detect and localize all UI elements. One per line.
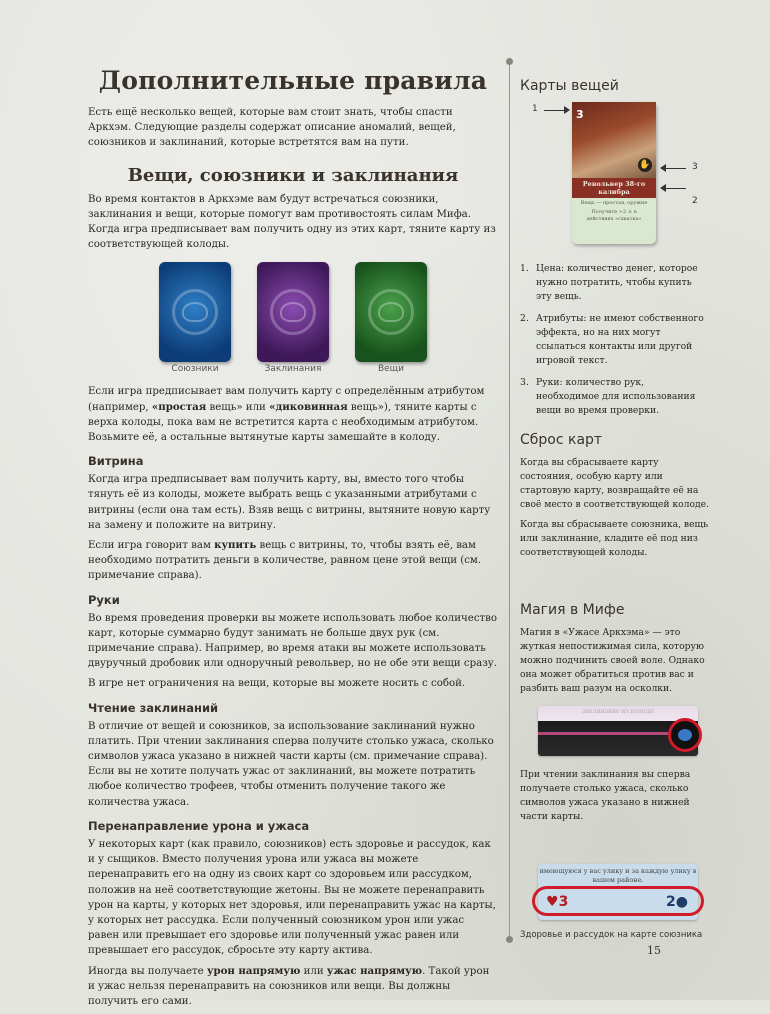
deck-label-allies: Союзники bbox=[171, 364, 219, 375]
ally-caption: Здоровье и рассудок на карте союзника bbox=[520, 930, 703, 940]
ally-health: ♥3 bbox=[546, 894, 569, 910]
section-title-items-allies-spells: Вещи, союзники и заклинания bbox=[127, 164, 459, 186]
callout-1-arrow-icon bbox=[564, 106, 570, 114]
item-card bbox=[572, 102, 656, 244]
section1-paragraph-1: Во время контактов в Аркхэме вам будут встречаться союзники, заклинания и вещи, которые помогут вам противостоять силам Мифа. Когда игра предписывает вам получить одну из этих карт, тяните карту из соответствующей колоды. bbox=[88, 193, 496, 251]
list-item: 2. Атрибуты: не имеют собственного эффекта, но на них могут ссылаться контакты или другой игровой текст. bbox=[520, 313, 704, 366]
hands-paragraph-1: Во время проведения проверки вы можете использовать любое количество карт, которые суммарно будут занимать не больше двух рук (см. примечание справа). Например, во время атаки вы можете использовать двуручный дробовик или одноручный револьвер, но не обе эти вещи сразу. bbox=[88, 612, 498, 670]
page-number: 15 bbox=[647, 944, 661, 957]
divider-dot-top bbox=[506, 58, 513, 65]
column-divider bbox=[509, 62, 510, 942]
item-card-traits: Вещь — простая, оружие bbox=[580, 200, 648, 206]
spell-card-excerpt bbox=[538, 706, 698, 756]
vitrina-paragraph-1: Когда игра предписывает вам получить карту, вы, вместо того чтобы тянуть её из колоды, можете выбрать вещь с указанными атрибутами с витрины (если она там есть). Взяв вещь с витрины, вытяните новую карту на замену и положите на витрину. bbox=[88, 474, 491, 531]
items-emblem-icon bbox=[368, 289, 414, 335]
page-title: Дополнительные правила bbox=[98, 66, 488, 95]
item-card-legend bbox=[520, 262, 710, 418]
callout-2-line bbox=[666, 188, 686, 189]
allies-deck-card bbox=[159, 262, 231, 362]
section1-paragraph-2: Если игра предписывает вам получить карту с определённым атрибутом (например, «простая вещь» или «диковинная вещь»), тяните карты с верха колоды, пока вам не встретится карта с необходимым атрибутом. Возьмите её, а остальные вытянутые карты замешайте в колоду. bbox=[88, 386, 485, 444]
callout-1: 1 bbox=[532, 104, 538, 114]
allies-emblem-icon bbox=[172, 289, 218, 335]
ally-card-excerpt bbox=[538, 864, 698, 920]
deck-label-spells: Заклинания bbox=[264, 364, 322, 375]
discard-paragraph-1: Когда вы сбрасываете карту состояния, особую карту или стартовую карту, возвращайте её на своё место в соответствующей колоде. bbox=[520, 457, 710, 510]
spell-strip-band bbox=[538, 732, 668, 735]
hands-paragraph-2: В игре нет ограничения на вещи, которые вы можете носить с собой. bbox=[88, 678, 466, 690]
item-cost: 3 bbox=[576, 108, 584, 121]
deck-cards-row bbox=[88, 262, 498, 362]
spells-deck-card bbox=[257, 262, 329, 362]
deck-labels bbox=[88, 364, 498, 374]
horror-icon bbox=[678, 729, 692, 741]
discard-paragraph-2: Когда вы сбрасываете союзника, вещь или заклинание, кладите её под низ соответствующей колоды. bbox=[520, 519, 709, 558]
item-card-name: Револьвер 38-го калибра bbox=[572, 178, 656, 198]
callout-1-line bbox=[544, 110, 566, 111]
subheading-vitrina: Витрина bbox=[88, 454, 144, 469]
deck-label-items: Вещи bbox=[377, 364, 405, 375]
magic-paragraph: Магия в «Ужасе Аркхэма» — это жуткая непостижимая сила, которую можно подчинить своей воле. Однако она может обратиться против вас и разбить ваш разум на осколки. bbox=[520, 627, 705, 694]
spells-paragraph-1: В отличие от вещей и союзников, за использование заклинаний нужно платить. При чтении заклинания сперва получите столько ужаса, сколько символов ужаса указано в нижней части карты (см. примечание справа). Если вы не хотите получать ужас от заклинаний, вы можете потратить любое количество трофеев, чтобы отменить получение такого же количества ужаса. bbox=[88, 720, 494, 808]
callout-2: 2 bbox=[692, 196, 698, 206]
vitrina-paragraph-2: Если игра говорит вам купить вещь с витрины, то, чтобы взять её, вам необходимо потратить деньги в количестве, равном цене этой вещи (см. примечание справа). bbox=[88, 539, 482, 582]
redirect-paragraph-2: Иногда вы получаете урон напрямую или ужас напрямую. Такой урон и ужас нельзя перенаправить на союзников или вещи. Вы должны получить его сами. bbox=[88, 964, 490, 1007]
intro-paragraph: Есть ещё несколько вещей, которые вам стоит знать, чтобы спасти Аркхэм. Следующие разделы содержат описание аномалий, вещей, союзников и заклинаний, которые встретятся вам на пути. bbox=[88, 107, 456, 149]
divider-dot-bottom bbox=[506, 936, 513, 943]
health-icon: ♥ bbox=[546, 894, 559, 910]
sidebar-title-item-cards: Карты вещей bbox=[520, 78, 619, 94]
redirect-paragraph-1: У некоторых карт (как правило, союзников) есть здоровье и рассудок, как и у сыщиков. Вместо получения урона или ужаса вы можете перенаправить его на одну из своих карт со здоровьем или рассудком, положив на неё соответствующие жетоны. Вы не можете перенаправить урон на карты, у которых нет здоровья, или перенаправить ужас на карты, у которых нет рассудка. Если полученный союзником урон или ужас равен или превышает его здоровье или полученный ужас равен или превышает его рассудок, сбросьте эту карту актива. bbox=[88, 838, 496, 957]
callout-3: 3 bbox=[692, 162, 698, 172]
main-column bbox=[88, 60, 498, 1014]
horror-symbol-highlight bbox=[668, 718, 702, 752]
sidebar-title-discard: Сброс карт bbox=[520, 432, 603, 448]
item-card-art bbox=[572, 102, 656, 178]
sidebar-title-magic: Магия в Мифе bbox=[520, 602, 625, 618]
spells-emblem-icon bbox=[270, 289, 316, 335]
items-deck-card bbox=[355, 262, 427, 362]
subheading-spells: Чтение заклинаний bbox=[88, 700, 219, 715]
ally-sanity: 2● bbox=[666, 894, 688, 910]
list-item: 1. Цена: количество денег, которое нужно потратить, чтобы купить эту вещь. bbox=[520, 263, 698, 302]
sanity-icon: ● bbox=[675, 894, 688, 910]
item-card-diagram bbox=[520, 102, 710, 252]
callout-3-line bbox=[666, 168, 686, 169]
list-item: 3. Руки: количество рук, необходимое для использования вещи во время проверки. bbox=[520, 377, 696, 416]
spell-strip-text: заклинание из колоды bbox=[582, 708, 654, 715]
ally-strip-text: имеющуюся у вас улику и за каждую улику в вашем районе. bbox=[539, 867, 697, 884]
sidebar bbox=[520, 60, 710, 940]
spell-caption: При чтении заклинания вы сперва получаете столько ужаса, сколько символов ужаса указано в нижней части карты. bbox=[520, 769, 691, 822]
item-card-text: Получите +2 ⚔ в действиях «схватка» bbox=[586, 209, 642, 222]
subheading-hands: Руки bbox=[88, 592, 120, 607]
hand-icon: ✋ bbox=[639, 160, 651, 170]
subheading-redirect: Перенаправление урона и ужаса bbox=[88, 818, 310, 833]
